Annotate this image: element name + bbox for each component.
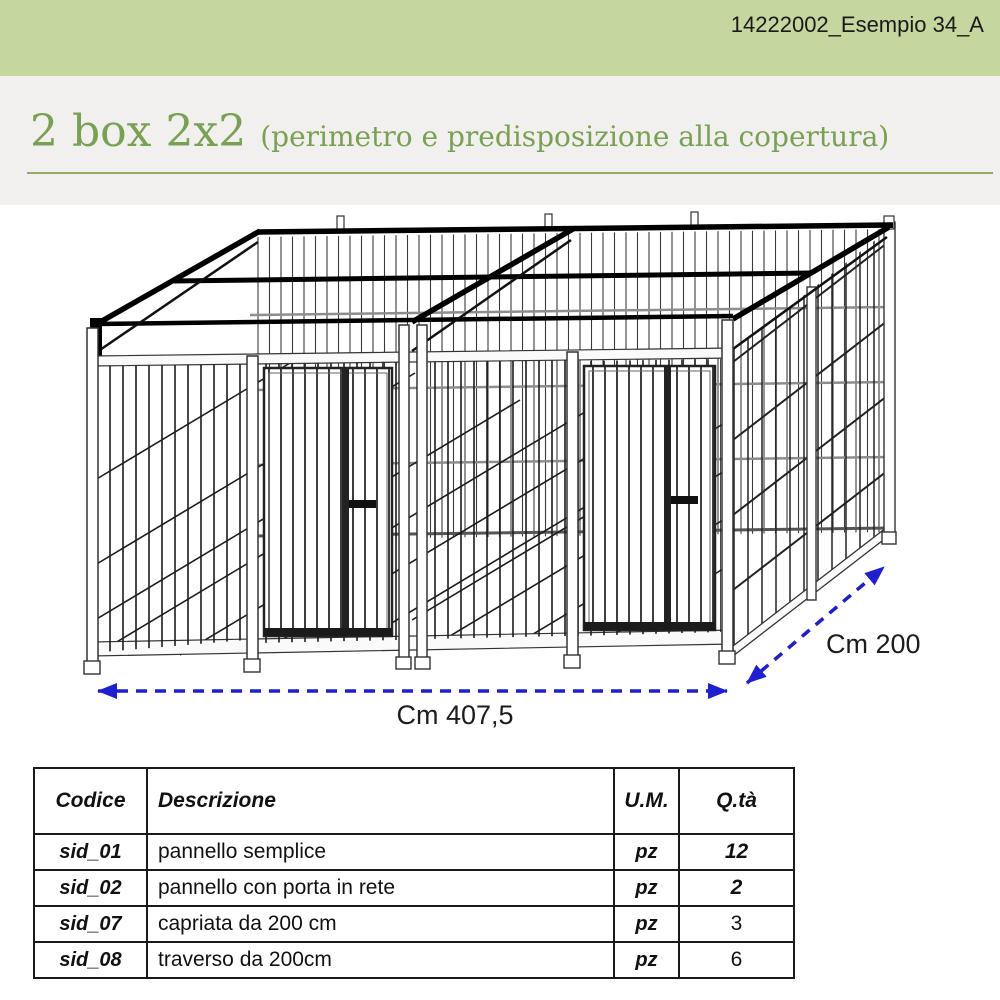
parts-table: [33, 767, 795, 979]
post-foot: [882, 532, 896, 544]
partition-post: [399, 325, 409, 658]
page-title-row: [30, 106, 980, 157]
col-header-codice: Codice: [34, 768, 147, 834]
cell-codice: sid_01: [34, 834, 147, 870]
cell-codice: sid_07: [34, 906, 147, 942]
cell-descrizione: pannello con porta in rete: [147, 870, 614, 906]
door-left: [264, 368, 392, 636]
document-reference: 14222002_Esempio 34_A: [730, 12, 984, 37]
kennel-isometric-drawing: [0, 200, 1000, 770]
cell-um: pz: [614, 870, 679, 906]
dimension-depth-label: Cm 200: [826, 629, 921, 659]
front-panel-1: [103, 364, 246, 652]
front-right-corner-post: [722, 320, 733, 654]
front-panel-3: [428, 360, 566, 639]
table-row: [34, 942, 794, 978]
side-mid-post: [807, 287, 816, 600]
cell-qta: 2: [679, 870, 794, 906]
door-handle: [671, 496, 698, 504]
front-face: [84, 320, 735, 674]
header-band: [0, 0, 1000, 76]
table-row: [34, 906, 794, 942]
door-stile: [342, 368, 349, 636]
cell-descrizione: traverso da 200cm: [147, 942, 614, 978]
dimension-width: [98, 691, 727, 730]
cell-codice: sid_08: [34, 942, 147, 978]
col-header-um: U.M.: [614, 768, 679, 834]
table-header-row: [34, 768, 794, 834]
front-left-corner-post: [87, 328, 98, 663]
cell-descrizione: capriata da 200 cm: [147, 906, 614, 942]
col-header-qta: Q.tà: [679, 768, 794, 834]
col-header-descrizione: Descrizione: [147, 768, 614, 834]
partition-post: [417, 325, 427, 658]
page-title: 2 box 2x2: [30, 106, 247, 157]
cell-codice: sid_02: [34, 870, 147, 906]
table-row: [34, 870, 794, 906]
title-underline: [27, 172, 993, 174]
cell-qta: 6: [679, 942, 794, 978]
door-handle: [349, 500, 376, 508]
dimension-width-label: Cm 407,5: [396, 700, 514, 730]
cell-qta: 12: [679, 834, 794, 870]
door-stile: [664, 366, 671, 630]
page-title-subtitle: (perimetro e predisposizione alla copertura): [260, 120, 890, 153]
truss-left: [90, 231, 260, 362]
cell-um: pz: [614, 834, 679, 870]
cell-descrizione: pannello semplice: [147, 834, 614, 870]
cell-um: pz: [614, 942, 679, 978]
door-right: [584, 366, 715, 630]
cell-um: pz: [614, 906, 679, 942]
cell-qta: 3: [679, 906, 794, 942]
back-right-corner-post: [884, 222, 895, 534]
kennel-drawing-area: [0, 200, 1000, 770]
table-row: [34, 834, 794, 870]
